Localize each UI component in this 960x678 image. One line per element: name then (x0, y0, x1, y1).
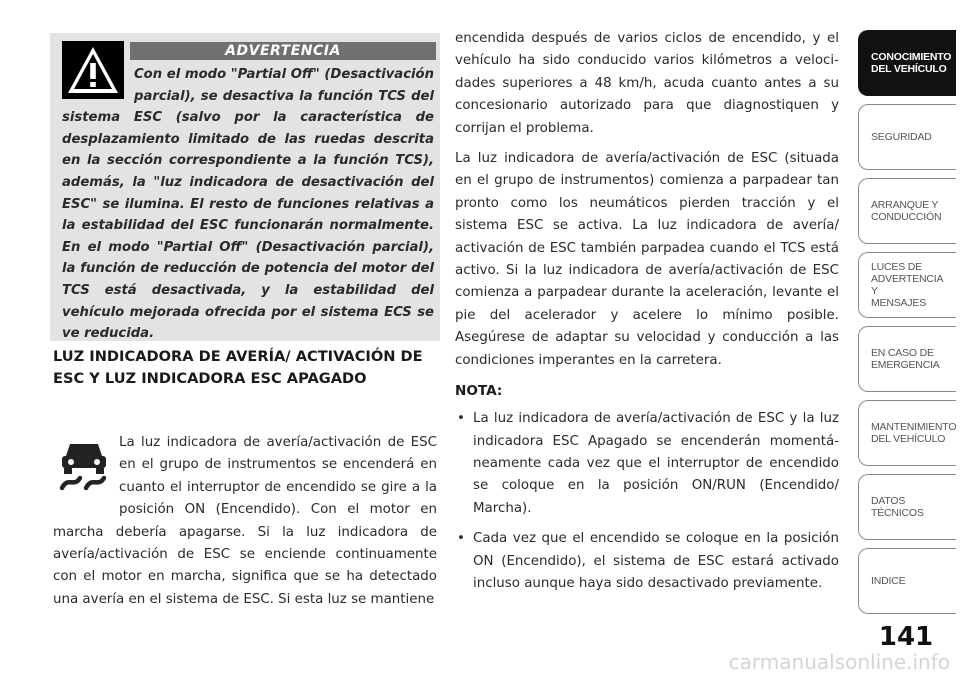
note-heading: NOTA: (455, 383, 503, 400)
list-item (455, 528, 839, 595)
tab-conocimiento-del-vehiculo[interactable]: CONOCIMIENTO DEL VEHÍCULO (858, 30, 956, 96)
watermark: carmanualsonline.info (728, 650, 950, 674)
note-list (455, 408, 839, 595)
tab-datos-tecnicos[interactable]: DATOS TÉCNICOS (858, 474, 956, 540)
left-paragraph: La luz indicadora de avería/activación de ESC en el grupo de instrumentos se encenderá en cuanto el interruptor de encendido se gire a la posición ON (Encendido). Con el motor en marcha debería apagarse. Si la luz indicadora de avería/activación de ESC se enciende continuamente con el motor en marcha, significa que se ha detectado una avería en el sistema de ESC. Si esta luz se mantiene (53, 435, 437, 607)
list-item-text: La luz indicadora de avería/activación de ESC y la luz indicadora ESC Apagado se encenderán momentáneamente cada vez que el interruptor de encendido se coloque en la posición ON/RUN (Encendido/ Marcha). (473, 411, 839, 516)
tab-arranque-y-conduccion[interactable]: ARRANQUE Y CONDUCCIÓN (858, 178, 956, 244)
chapter-tabs (858, 30, 960, 622)
warning-box (50, 33, 440, 341)
tab-seguridad[interactable]: SEGURIDAD (858, 104, 956, 170)
page-number: 141 (878, 622, 934, 652)
right-paragraph-2: La luz indicadora de avería/activación de ESC (situada en el grupo de instrumentos) comienza a parpadear tan pronto como los neumáticos pierden tracción y el sistema ESC se activa. La luz indicadora de avería/ activación de ESC también parpadea cuando el TCS está activo. Si la luz indicadora de avería/activación de ESC comienza a parpadear durante la aceleración, levante el pie del acelerador y acelere lo mínimo posible. Asegúrese de adaptar su velocidad y conducción a las condiciones imperantes en la carretera. (455, 151, 839, 368)
right-paragraph-1: encendida después de varios ciclos de encendido, y el vehículo ha sido conducido varios kilómetros a velocidades superiores a 48 km/h, acuda cuanto antes a su concesionario autorizado para que diagnostiquen y corrijan el problema. (455, 31, 839, 136)
tab-mantenimiento[interactable]: MANTENIMIENTO DEL VEHÍCULO (858, 400, 956, 466)
list-item (455, 408, 839, 520)
warning-title: ADVERTENCIA (130, 42, 436, 60)
tab-luces-de-advertencia[interactable]: LUCES DE ADVERTENCIA Y MENSAJES (858, 252, 956, 318)
bullet-icon: • (457, 411, 465, 427)
tab-indice[interactable]: INDICE (858, 548, 956, 614)
list-item-text: Cada vez que el encendido se coloque en la posición ON (Encendido), el sistema de ESC estará activado incluso aunque haya sido desactivado previamente. (473, 531, 839, 591)
section-heading: LUZ INDICADORA DE AVERÍA/ ACTIVACIÓN DE ESC Y LUZ INDICADORA ESC APAGADO (53, 348, 423, 387)
right-column (455, 28, 839, 603)
warning-text: Con el modo "Partial Off" (Desactivación parcial), se desactiva la función TCS del sistema ESC (salvo por la característica de desplazamiento limitado de las ruedas descrita en la sección correspondiente a la función TCS), además, la "luz indicadora de desactivación del ESC" se ilumina. El resto de funciones relativas a la estabilidad del ESC funcionarán normalmente. En el modo "Partial Off" (Desactivación parcial), la función de reducción de potencia del motor del TCS está desactivada, y la estabilidad del vehículo mejorada ofrecida por el sistema ECS se ve reducida. (62, 67, 434, 342)
tab-en-caso-de-emergencia[interactable]: EN CASO DE EMERGENCIA (858, 326, 956, 392)
bullet-icon: • (457, 531, 465, 547)
